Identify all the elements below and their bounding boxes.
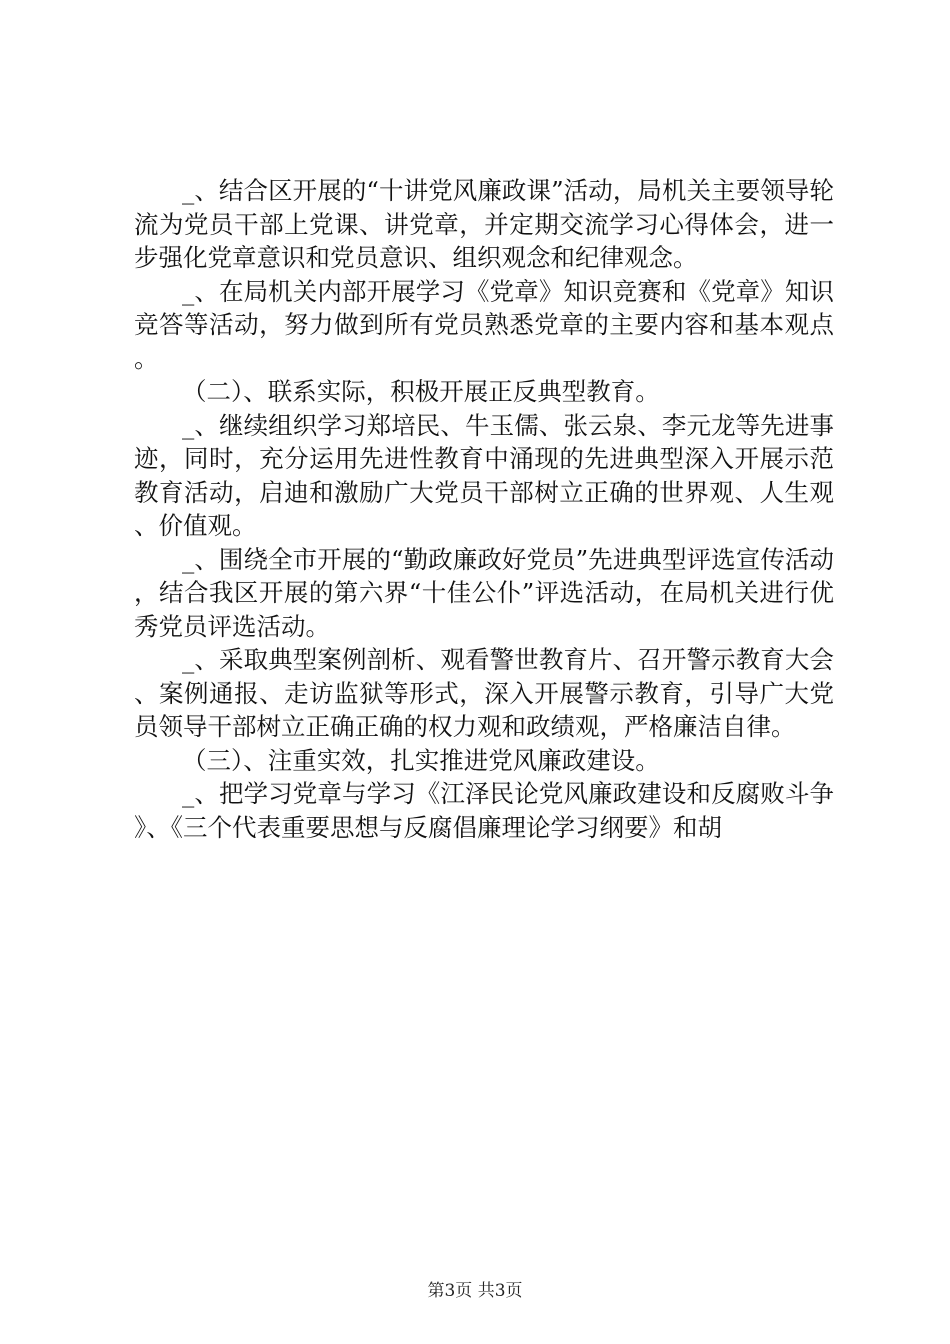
section-heading-3: （三）、注重实效，扎实推进党风廉政建设。 (182, 745, 660, 775)
paragraph-knowledge-contest: _、在局机关内部开展学习《党章》知识竞赛和《党章》知识竞答等活动，努力做到所有党员熟悉党章的主要内容和基本观点。 (134, 276, 834, 373)
section-heading-2: （二）、联系实际，积极开展正反典型教育。 (182, 377, 660, 406)
paragraph-model-study: _、继续组织学习郑培民、牛玉儒、张云泉、李元龙等先进事迹，同时，充分运用先进性教育中涌现的先进典型深入开展示范教育活动，启迪和激励广大党员干部树立正确的世界观、人生观、价值观。 (134, 410, 834, 540)
paragraph-party-lecture: _、结合区开展的“十讲党风廉政课”活动，局机关主要领导轮流为党员干部上党课、讲党章，并定期交流学习心得体会，进一步强化党章意识和党员意识、组织观念和纪律观念。 (134, 176, 834, 272)
paragraph-charter-study: _、把学习党章与学习《江泽民论党风廉政建设和反腐败斗争》、《三个代表重要思想与反腐倡廉理论学习纲要》和胡 (134, 779, 834, 842)
paragraph-warning-education: _、采取典型案例剖析、观看警世教育片、召开警示教育大会、案例通报、走访监狱等形式，深入开展警示教育，引导广大党员领导干部树立正确正确的权力观和政绩观，严格廉洁自律。 (134, 645, 834, 741)
paragraph-member-selection: _、围绕全市开展的“勤政廉政好党员”先进典型评选宣传活动，结合我区开展的第六界“十佳公仆”评选活动，在局机关进行优秀党员评选活动。 (134, 544, 834, 641)
document-body (134, 174, 834, 844)
page-number-footer: 第3页 共3页 (427, 1281, 523, 1301)
